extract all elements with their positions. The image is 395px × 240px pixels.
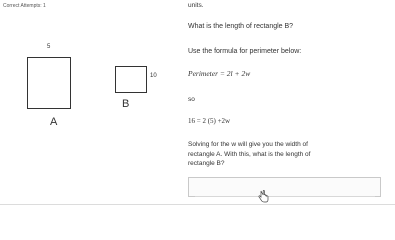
solve-instruction-line-2: rectangle A. With this, what is the length of [188,151,311,158]
perimeter-formula: Perimeter = 2l + 2w [188,69,251,78]
rectangle-a [27,57,71,109]
rectangle-a-name: A [50,116,58,128]
formula-instruction: Use the formula for perimeter below: [188,48,302,55]
solve-instruction-line-3: rectangle B? [188,160,225,167]
attempts-counter: Correct Attempts: 1 [3,3,46,9]
page-bottom-divider [0,204,395,205]
hand-pointer-icon [257,190,269,203]
substituted-equation: 16 = 2 (5) +2w [188,117,231,125]
solve-instruction-line-1: Solving for the w will give you the width of [188,141,308,148]
rectangle-b-name: B [122,98,130,110]
answer-input[interactable] [188,177,381,197]
rectangle-b [115,66,147,93]
rectangle-a-width-label: 5 [47,44,51,50]
units-text: units. [188,2,204,9]
rectangle-b-side-label: 10 [150,73,157,79]
answer-input-underline [195,196,375,197]
question-prompt: What is the length of rectangle B? [188,23,294,30]
so-text: so [188,96,195,103]
